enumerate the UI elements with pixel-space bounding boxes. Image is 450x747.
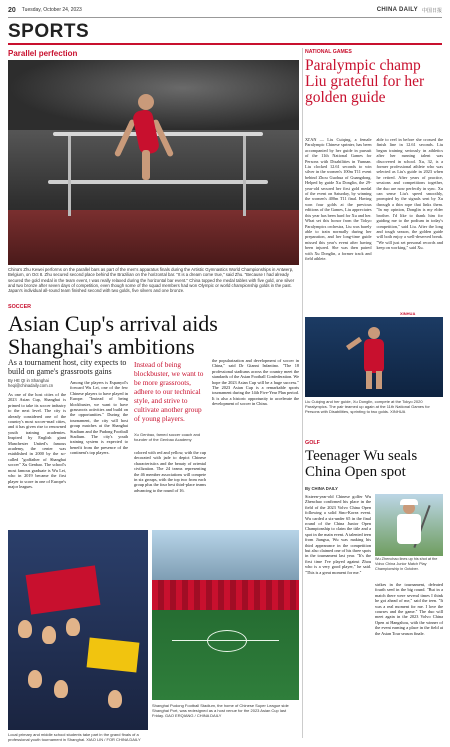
bar-post-left xyxy=(68,136,71,216)
player-head xyxy=(54,680,68,698)
golf-body-col1: Sixteen-year-old Chinese golfer Wu Zhenchao confirmed his place in the field of the 2023 Volvo China Open following a solid Sino-Korea event. Wu carded a six-under 65 in the final round of the China Junior Open Championship to claim the title and a spot in the main event. A talented teen from Jiangsu, Wu was making his third appearance in the competition but also claimed one of his three spots in the tournament last year. "It's the first time I've played against Zhou who is a very good player," he said. "This is a great moment for me." xyxy=(305,494,371,575)
gymnast-photo-caption: China's Zhu Kewei performs on the parallel bars as part of the men's apparatus finals during the Artistic Gymnastics World Championships in Antwerp, Belgium, on Oct 8. Zhu secured second place behind the Brazilian on the horizontal bar. "It is a dream come true," said Zhu. "Because I had already secured the gold medal in the team event, I was really relaxed during the horizontal bar event." China topped the medal tables with five gold, one silver and two bronze after seven days of competition, even though some of the squad members had won Olympic or world championship golds in the past. Japan's individual all-round team finished second with two golds, five silvers and one bronze. xyxy=(8,267,295,294)
pull-quote-attribution: Xu Genbao, famed soccer coach and founder of the Genbao Academy xyxy=(134,432,201,442)
stadium-photo-caption: Shanghai Pudong Football Stadium, the home of Chinese Super League side Shanghai Port, was redesigned as a host venue for the 2023 Asian Cup last Friday. GAO ERQIANG / CHINA DAILY xyxy=(152,703,289,718)
youth-players-photo xyxy=(8,530,148,730)
issue-date: Tuesday, October 24, 2023 xyxy=(21,7,82,13)
soccer-kicker: SOCCER xyxy=(8,304,32,310)
para-kicker-wrap xyxy=(305,49,443,55)
player-head xyxy=(42,626,56,644)
para-body xyxy=(305,137,443,261)
golf-body-col2: strikes in the tournament, defeated fourth seed in the big round. "But in a match there were several times I think he got ahead of me," said the teen. "It was a real moment for me. I love the courses and the game." The duo will meet again in the 2023 Volvo China Open at Hangzhou, with the winner of the event earning a place in the field at the Asian Tour season finale. xyxy=(375,582,443,636)
section-divider xyxy=(8,43,442,45)
soccer-body-col5: the popularization and development of soccer in China," said Dr Gianni Infantino. "The 18 professional stadiums across the country meet the standards of the Asian Football Confederation. We hope the 2023 Asian Cup will be a huge success." The 2023 Asian Cup is a remarkable sports tournament during the 14th Five-Year Plan period. It is also a historic opportunity to accelerate the development of soccer in China. xyxy=(212,358,299,407)
golfer-photo xyxy=(375,494,443,556)
bar-post-right xyxy=(243,136,246,216)
golfer-photo-caption: Wu Zhenchao lines up his shot at the Volvo China Junior Match Play Championship in October. xyxy=(375,557,438,571)
golf-headline: Teenager Wu seals China Open spot xyxy=(305,448,418,480)
red-banner xyxy=(26,565,101,614)
header-divider xyxy=(8,17,442,18)
soccer-body-col1: As one of the host cities of the 2023 Asian Cup, Shanghai is primed to take its soccer industry to the next level. The city is already considered one of the country's most soccer-mad cities, and it has given rise to renowned youth training academies. Inspired by English giant Manchester United's famous academy, the center was established in 2000 by the so-called "godfather of Shanghai soccer" Xu Genbao. The school's most famous graduate is Wu Lei, who in 2019 became the first player to score in one of Europe's major leagues. xyxy=(8,392,66,489)
golf-kicker: GOLF xyxy=(305,440,320,446)
soccer-body-col4: colored with red and yellow, with the cup decorated with jade to depict Chinese characteristics and the beauty of oriental civilization. The 24 teams representing the 46 member associations will compete in six groups, with the top two from each group plus the four best third-place teams advancing to the round of 16. xyxy=(134,450,206,493)
para-signoff: XINHUA xyxy=(400,311,416,316)
center-circle xyxy=(207,630,247,652)
gymnast-photo xyxy=(8,60,299,265)
soccer-deck: As a tournament host, city expects to build on game's grassroots gains xyxy=(8,358,127,377)
soccer-body-col2: Among the players is Espanyol's forward Wu Lei, one of the few Chinese players to have played in Europe. "Instead of being blockbuster, we want to have grassroots activities and build on the opportunities." During the tournament, the city will host group matches at the Shanghai Stadium and the Pudong Football Stadium. The city's youth training system is expected to benefit from the presence of the continent's top players. xyxy=(70,380,128,456)
brand-name-cn: 中国日报 xyxy=(421,7,442,14)
player-head xyxy=(18,620,32,638)
page-number: 20 xyxy=(8,6,16,14)
stadium-roof xyxy=(152,530,299,580)
sprinter-photo xyxy=(305,317,443,397)
golfer-cap xyxy=(400,499,418,505)
gymnast-figure xyxy=(118,88,178,183)
sprinter-figure xyxy=(360,327,388,387)
player-head xyxy=(108,690,122,708)
para-headline: Paralympic champ Liu grateful for her golden guide xyxy=(305,57,425,106)
stadium-seats xyxy=(152,580,299,610)
sprinter-arm xyxy=(346,337,362,350)
sprinter-photo-caption: Liu Cuiqing and her guide, Xu Donglin, compete at the Tokyo 2020 Paralympics. The pair teamed up again at the 11th National Games for Persons with Disabilities, sprinting to two golds. XINHUA xyxy=(305,399,430,414)
soccer-headline: Asian Cup's arrival aids Shanghai's ambitions xyxy=(8,311,218,359)
stadium-photo xyxy=(152,530,299,700)
sprinter-head xyxy=(368,327,380,339)
golf-byline: By CHINA DAILY xyxy=(305,486,338,491)
para-body-col1: XI'AN — Liu Cuiqing, a female Paralympic Chinese sprinter, has been accompanied by her guide in pursuit of the 11th National Games for Persons with Disabilities in Yunnan. Liu clocked 12.61 seconds to win silver in the women's 100m T11 event behind Zhou Guohua of Guangdong. Helped by guide Xu Donglin, the 29-year-old secured her first gold medal of the event on Saturday, by winning the women's 400m T11 final. Having won four golds at the previous editions of the Games, Liu appreciates this year has been hard for Xu and her. What set this honor from the Tokyo Paralympics orchestra, Liu was barely able to train normally during her preparation, and her long-time guide missed this year's event after having been injured. She was then paired with Xu Donglin, a former track and field athlete. xyxy=(305,137,372,261)
gymnast-arm-left xyxy=(114,119,136,158)
golfer-body xyxy=(397,514,421,544)
arena-floor xyxy=(8,210,299,265)
parallel-kicker: Parallel perfection xyxy=(8,49,78,58)
para-body-col2: able to reel in before she crossed the finish line in 12.61 seconds. Liu began training seriously in athletics after her running talent was discovered in school. Xu, 32, is a former professional athlete who was selected as Liu's guide in 2023 when he retired. After years of practice, sessions and competitions together, the duo are now perfectly in sync. Xu can sense Liu's speed smoothly, prompted by the signals sent by Xu through a thin rope that links them. "In my opinion, Donglin is my elder brother. I'd like to thank him for guiding me to the podium in today's competition," said Liu. After the long and tough season, the golden guide will both enjoy a well-deserved break. "We will just set personal records and keep on working," said Xu. xyxy=(376,137,443,251)
para-kicker: NATIONAL GAMES xyxy=(305,49,352,55)
soccer-byline: By HE QI in Shanghai heqi@chinadaily.com.cn xyxy=(8,378,54,389)
gymnast-torso xyxy=(132,108,161,155)
sprinter-leg-right xyxy=(376,371,382,389)
gymnast-head xyxy=(138,94,154,110)
sprinter-torso xyxy=(364,339,384,373)
yellow-banner xyxy=(87,637,140,672)
youth-photo-caption: Local primary and middle school students take part in the grand finals of a professional youth tournament in Shanghai. XIAO LIN / FOR CHINA DAILY xyxy=(8,732,141,742)
page-header xyxy=(8,4,442,16)
player-head xyxy=(66,618,80,636)
masthead xyxy=(377,7,442,14)
player-head xyxy=(28,670,42,688)
gymnast-leg xyxy=(142,150,150,180)
sprinter-leg-left xyxy=(366,371,372,389)
brand-name: CHINA DAILY xyxy=(376,7,418,13)
pull-quote: Instead of being blockbuster, we want to be more grassroots, adhere to our technical style, and strive to cultivate another group of young players. xyxy=(134,360,204,423)
section-title: SPORTS xyxy=(8,21,90,42)
column-divider xyxy=(302,48,303,738)
